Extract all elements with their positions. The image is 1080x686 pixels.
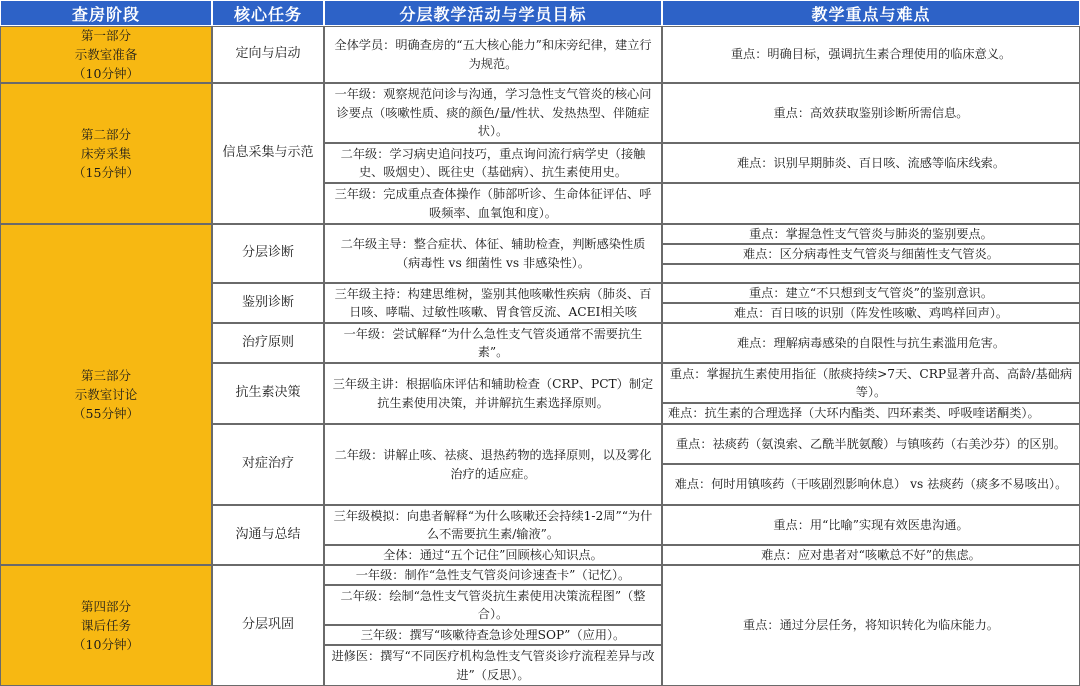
focus-expectorant-vs-antitussive: 重点：祛痰药（氨溴索、乙酰半胱氨酸）与镇咳药（右美沙芬）的区别。 [662, 424, 1080, 464]
difficulty-antibiotic-choice: 难点：抗生素的合理选择（大环内酯类、四环素类、呼吸喹诺酮类）。 [662, 403, 1080, 424]
activity-grade3-antibiotic: 三年级主讲：根据临床评估和辅助检查（CRP、PCT）制定抗生素使用决策，并讲解抗生素选择原则。 [324, 363, 662, 424]
phase-4-duration: （10分钟） [73, 637, 139, 652]
phase-1-duration: （10分钟） [73, 66, 139, 81]
activity-grade1-explain: 一年级：尝试解释“为什么急性支气管炎通常不需要抗生素”。 [324, 323, 662, 363]
header-focus: 教学重点与难点 [662, 0, 1080, 26]
phase-4 [0, 565, 212, 686]
focus-orientation: 重点：明确目标，强调抗生素合理使用的临床意义。 [662, 26, 1080, 83]
task-symptomatic-treatment: 对症治疗 [212, 424, 324, 505]
focus-metaphor-communication: 重点：用“比喻”实现有效医患沟通。 [662, 505, 1080, 545]
phase-2-duration: （15分钟） [73, 165, 139, 180]
phase-3 [0, 224, 212, 565]
task-tiered-diagnosis: 分层诊断 [212, 224, 324, 283]
phase-3-duration: （55分钟） [73, 406, 139, 421]
activity-grade2-diagnosis: 二年级主导：整合症状、体征、辅助检查，判断感染性质（病毒性 vs 细菌性 vs 非感染性）。 [324, 224, 662, 283]
activity-grade3-exam: 三年级：完成重点查体操作（肺部听诊、生命体征评估、呼吸频率、血氧饱和度）。 [324, 183, 662, 224]
activity-grade2-history: 二年级：学习病史追问技巧，重点询问流行病学史（接触史、吸烟史）、既往史（基础病）、抗生素使用史。 [324, 143, 662, 183]
task-differential-diagnosis: 鉴别诊断 [212, 283, 324, 323]
phase-2 [0, 83, 212, 224]
phase-3-name: 第三部分 [80, 368, 131, 383]
phase-1 [0, 26, 212, 83]
task-communication-summary: 沟通与总结 [212, 505, 324, 565]
focus-bronchitis-vs-pneumonia: 重点：掌握急性支气管炎与肺炎的鉴别要点。 [662, 224, 1080, 244]
task-antibiotic-decision: 抗生素决策 [212, 363, 324, 424]
activity-grade3-sop: 三年级：撰写“咳嗽待查急诊处理SOP”（应用）。 [324, 625, 662, 645]
activity-resident-reflection: 进修医：撰写“不同医疗机构急性支气管炎诊疗流程差异与改进”（反思）。 [324, 645, 662, 686]
focus-antibiotic-indication: 重点：掌握抗生素使用指征（脓痰持续>7天、CRP显著升高、高龄/基础病等）。 [662, 363, 1080, 403]
activity-all-orientation: 全体学员：明确查房的“五大核心能力”和床旁纪律，建立行为规范。 [324, 26, 662, 83]
activity-grade2-flowchart: 二年级：绘制“急性支气管炎抗生素使用决策流程图”（整合）。 [324, 585, 662, 625]
difficulty-viral-vs-bacterial: 难点：区分病毒性支气管炎与细菌性支气管炎。 [662, 244, 1080, 264]
phase-1-place: 示教室准备 [74, 47, 138, 62]
difficulty-when-antitussive: 难点：何时用镇咳药（干咳剧烈影响休息） vs 祛痰药（痰多不易咳出）。 [662, 464, 1080, 505]
focus-empty-2 [662, 264, 1080, 283]
header-phase: 查房阶段 [0, 0, 212, 26]
phase-2-place: 床旁采集 [80, 146, 131, 161]
activity-grade1-card: 一年级：制作“急性支气管炎问诊速查卡”（记忆）。 [324, 565, 662, 585]
phase-3-place: 示教室讨论 [74, 387, 138, 402]
difficulty-patient-anxiety: 难点：应对患者对“咳嗽总不好”的焦虑。 [662, 545, 1080, 565]
header-activity: 分层教学活动与学员目标 [324, 0, 662, 26]
task-treatment-principle: 治疗原则 [212, 323, 324, 363]
difficulty-pertussis: 难点：百日咳的识别（阵发性咳嗽、鸡鸣样回声）。 [662, 303, 1080, 323]
activity-grade3-simulation: 三年级模拟：向患者解释“为什么咳嗽还会持续1-2周”“为什么不需要抗生素/输液”。 [324, 505, 662, 545]
task-info-collection: 信息采集与示范 [212, 83, 324, 224]
focus-info-gathering: 重点：高效获取鉴别诊断所需信息。 [662, 83, 1080, 143]
phase-4-name: 第四部分 [80, 599, 131, 614]
focus-empty-1 [662, 183, 1080, 224]
task-consolidation: 分层巩固 [212, 565, 324, 686]
header-task: 核心任务 [212, 0, 324, 26]
activity-grade1-interview: 一年级：观察规范问诊与沟通，学习急性支气管炎的核心问诊要点（咳嗽性质、痰的颜色/量/性状、发热热型、伴随症状）。 [324, 83, 662, 143]
focus-differential-awareness: 重点：建立“不只想到支气管炎”的鉴别意识。 [662, 283, 1080, 303]
focus-consolidation: 重点：通过分层任务，将知识转化为临床能力。 [662, 565, 1080, 686]
difficulty-self-limiting: 难点：理解病毒感染的自限性与抗生素滥用危害。 [662, 323, 1080, 363]
activity-grade3-differential: 三年级主持：构建思维树，鉴别其他咳嗽性疾病（肺炎、百日咳、哮喘、过敏性咳嗽、胃食管反流、ACEI相关咳 [324, 283, 662, 323]
phase-4-place: 课后任务 [80, 618, 131, 633]
phase-1-name: 第一部分 [80, 28, 131, 43]
activity-grade2-symptomatic: 二年级：讲解止咳、祛痰、退热药物的选择原则，以及雾化治疗的适应症。 [324, 424, 662, 505]
phase-2-name: 第二部分 [80, 127, 131, 142]
difficulty-early-clues: 难点：识别早期肺炎、百日咳、流感等临床线索。 [662, 143, 1080, 183]
task-orientation: 定向与启动 [212, 26, 324, 83]
activity-all-review: 全体：通过“五个记住”回顾核心知识点。 [324, 545, 662, 565]
